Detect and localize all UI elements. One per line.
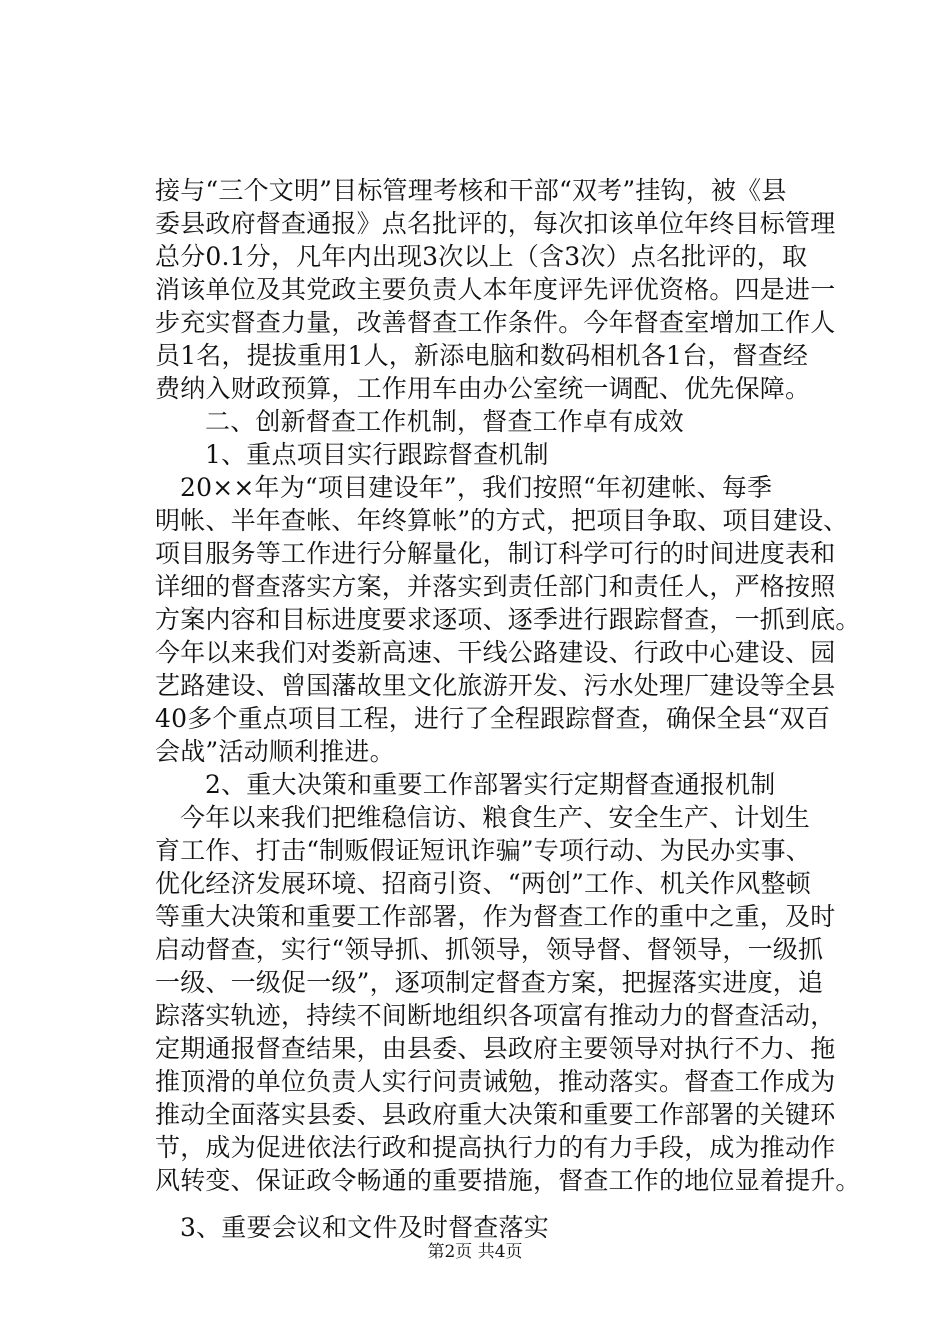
body-line: 优化经济发展环境、招商引资、“两创”工作、机关作风整顿 (155, 869, 811, 898)
body-line: 推顶滑的单位负责人实行问责诫勉，推动落实。督查工作成为 (155, 1067, 836, 1096)
subsection-heading: 1、重点项目实行跟踪督查机制 (205, 440, 549, 469)
body-line: 一级、一级促一级”，逐项制定督查方案，把握落实进度，追 (155, 968, 824, 997)
body-line: 会战”活动顺利推进。 (155, 737, 395, 766)
body-line: 详细的督查落实方案，并落实到责任部门和责任人，严格按照 (155, 572, 836, 601)
body-line: 风转变、保证政令畅通的重要措施，督查工作的地位显着提升。 (155, 1166, 861, 1195)
section-heading: 二、创新督查工作机制，督查工作卓有成效 (205, 407, 684, 436)
body-line: 踪落实轨迹，持续不间断地组织各项富有推动力的督查活动， (155, 1001, 836, 1030)
body-line: 员1名，提拔重用1人，新添电脑和数码相机各1台，督查经 (155, 341, 809, 370)
page-number-footer: 第2页 共4页 (427, 1242, 523, 1262)
body-line: 推动全面落实县委、县政府重大决策和重要工作部署的关键环 (155, 1100, 836, 1129)
body-line: 40多个重点项目工程，进行了全程跟踪督查，确保全县“双百 (155, 704, 831, 733)
body-line: 方案内容和目标进度要求逐项、逐季进行跟踪督查，一抓到底。 (155, 605, 861, 634)
body-line: 20××年为“项目建设年”，我们按照“年初建帐、每季 (180, 473, 773, 502)
body-line: 总分0.1分，凡年内出现3次以上（含3次）点名批评的，取 (155, 242, 808, 271)
body-line: 今年以来我们对娄新高速、干线公路建设、行政中心建设、园 (155, 638, 836, 667)
body-line: 明帐、半年查帐、年终算帐”的方式，把项目争取、项目建设、 (155, 506, 849, 535)
subsection-heading: 3、重要会议和文件及时督查落实 (180, 1213, 549, 1242)
body-line: 启动督查，实行“领导抓、抓领导，领导督、督领导，一级抓 (155, 935, 824, 964)
body-line: 消该单位及其党政主要负责人本年度评先评优资格。四是进一 (155, 275, 836, 304)
body-line: 等重大决策和重要工作部署，作为督查工作的重中之重，及时 (155, 902, 836, 931)
body-line: 接与“三个文明”目标管理考核和干部“双考”挂钩，被《县 (155, 176, 787, 205)
body-line: 步充实督查力量，改善督查工作条件。今年督查室增加工作人 (155, 308, 836, 337)
body-line: 费纳入财政预算，工作用车由办公室统一调配、优先保障。 (155, 374, 811, 403)
body-line: 委县政府督查通报》点名批评的，每次扣该单位年终目标管理 (155, 209, 836, 238)
body-line: 定期通报督查结果，由县委、县政府主要领导对执行不力、拖 (155, 1034, 836, 1063)
body-line: 今年以来我们把维稳信访、粮食生产、安全生产、计划生 (180, 803, 811, 832)
body-line: 艺路建设、曾国藩故里文化旅游开发、污水处理厂建设等全县 (155, 671, 836, 700)
subsection-heading: 2、重大决策和重要工作部署实行定期督查通报机制 (205, 770, 776, 799)
body-line: 节，成为促进依法行政和提高执行力的有力手段，成为推动作 (155, 1133, 836, 1162)
body-line: 项目服务等工作进行分解量化，制订科学可行的时间进度表和 (155, 539, 836, 568)
body-line: 育工作、打击“制贩假证短讯诈骗”专项行动、为民办实事、 (155, 836, 811, 865)
